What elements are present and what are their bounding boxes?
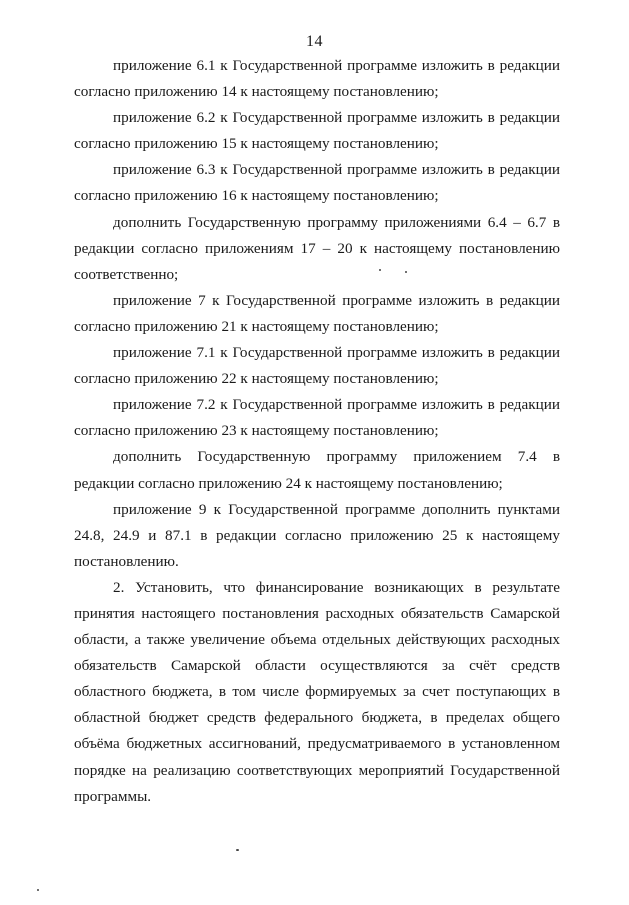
scan-speck <box>236 849 239 851</box>
paragraph-clause-2: 2. Установить, что финансирование возникающих в результате принятия настоящего постановления расходных обязательств Самарской области, а также увеличение объема отдельных действующих расходных обязательств Самарской области осуществляются за счёт средств областного бюджета, в том числе формируемых за счет поступающих в областной бюджет средств федерального бюджета, в пределах общего объёма бюджетных ассигнований, предусматриваемого в установленном порядке на реализацию соответствующих мероприятий Государственной программы. <box>74 578 560 805</box>
page-number: 14 <box>306 33 323 50</box>
paragraph-appendix-6-2: приложение 6.2 к Государственной программе изложить в редакции согласно приложению 15 к настоящему постановлению; <box>74 109 560 153</box>
scan-speck <box>405 271 407 273</box>
document-body <box>74 53 560 810</box>
paragraph-appendix-9: приложение 9 к Государственной программе дополнить пунктами 24.8, 24.9 и 87.1 в редакции согласно приложению 25 к настоящему постановлению. <box>74 500 560 570</box>
scan-speck <box>379 269 381 271</box>
scan-speck <box>37 889 39 891</box>
paragraph-appendix-7-2: приложение 7.2 к Государственной программе изложить в редакции согласно приложению 23 к настоящему постановлению; <box>74 396 560 440</box>
paragraph-appendix-7-1: приложение 7.1 к Государственной программе изложить в редакции согласно приложению 22 к настоящему постановлению; <box>74 344 560 388</box>
paragraph-appendix-6-1: приложение 6.1 к Государственной программе изложить в редакции согласно приложению 14 к настоящему постановлению; <box>74 57 560 101</box>
paragraph-appendix-7: приложение 7 к Государственной программе изложить в редакции согласно приложению 21 к настоящему постановлению; <box>74 291 560 335</box>
paragraph-appendix-7-4: дополнить Государственную программу приложением 7.4 в редакции согласно приложению 24 к настоящему постановлению; <box>74 448 560 492</box>
paragraph-appendices-6-4-6-7: дополнить Государственную программу приложениями 6.4 – 6.7 в редакции согласно приложениям 17 – 20 к настоящему постановлению соответственно; <box>74 213 560 283</box>
paragraph-appendix-6-3: приложение 6.3 к Государственной программе изложить в редакции согласно приложению 16 к настоящему постановлению; <box>74 161 560 205</box>
